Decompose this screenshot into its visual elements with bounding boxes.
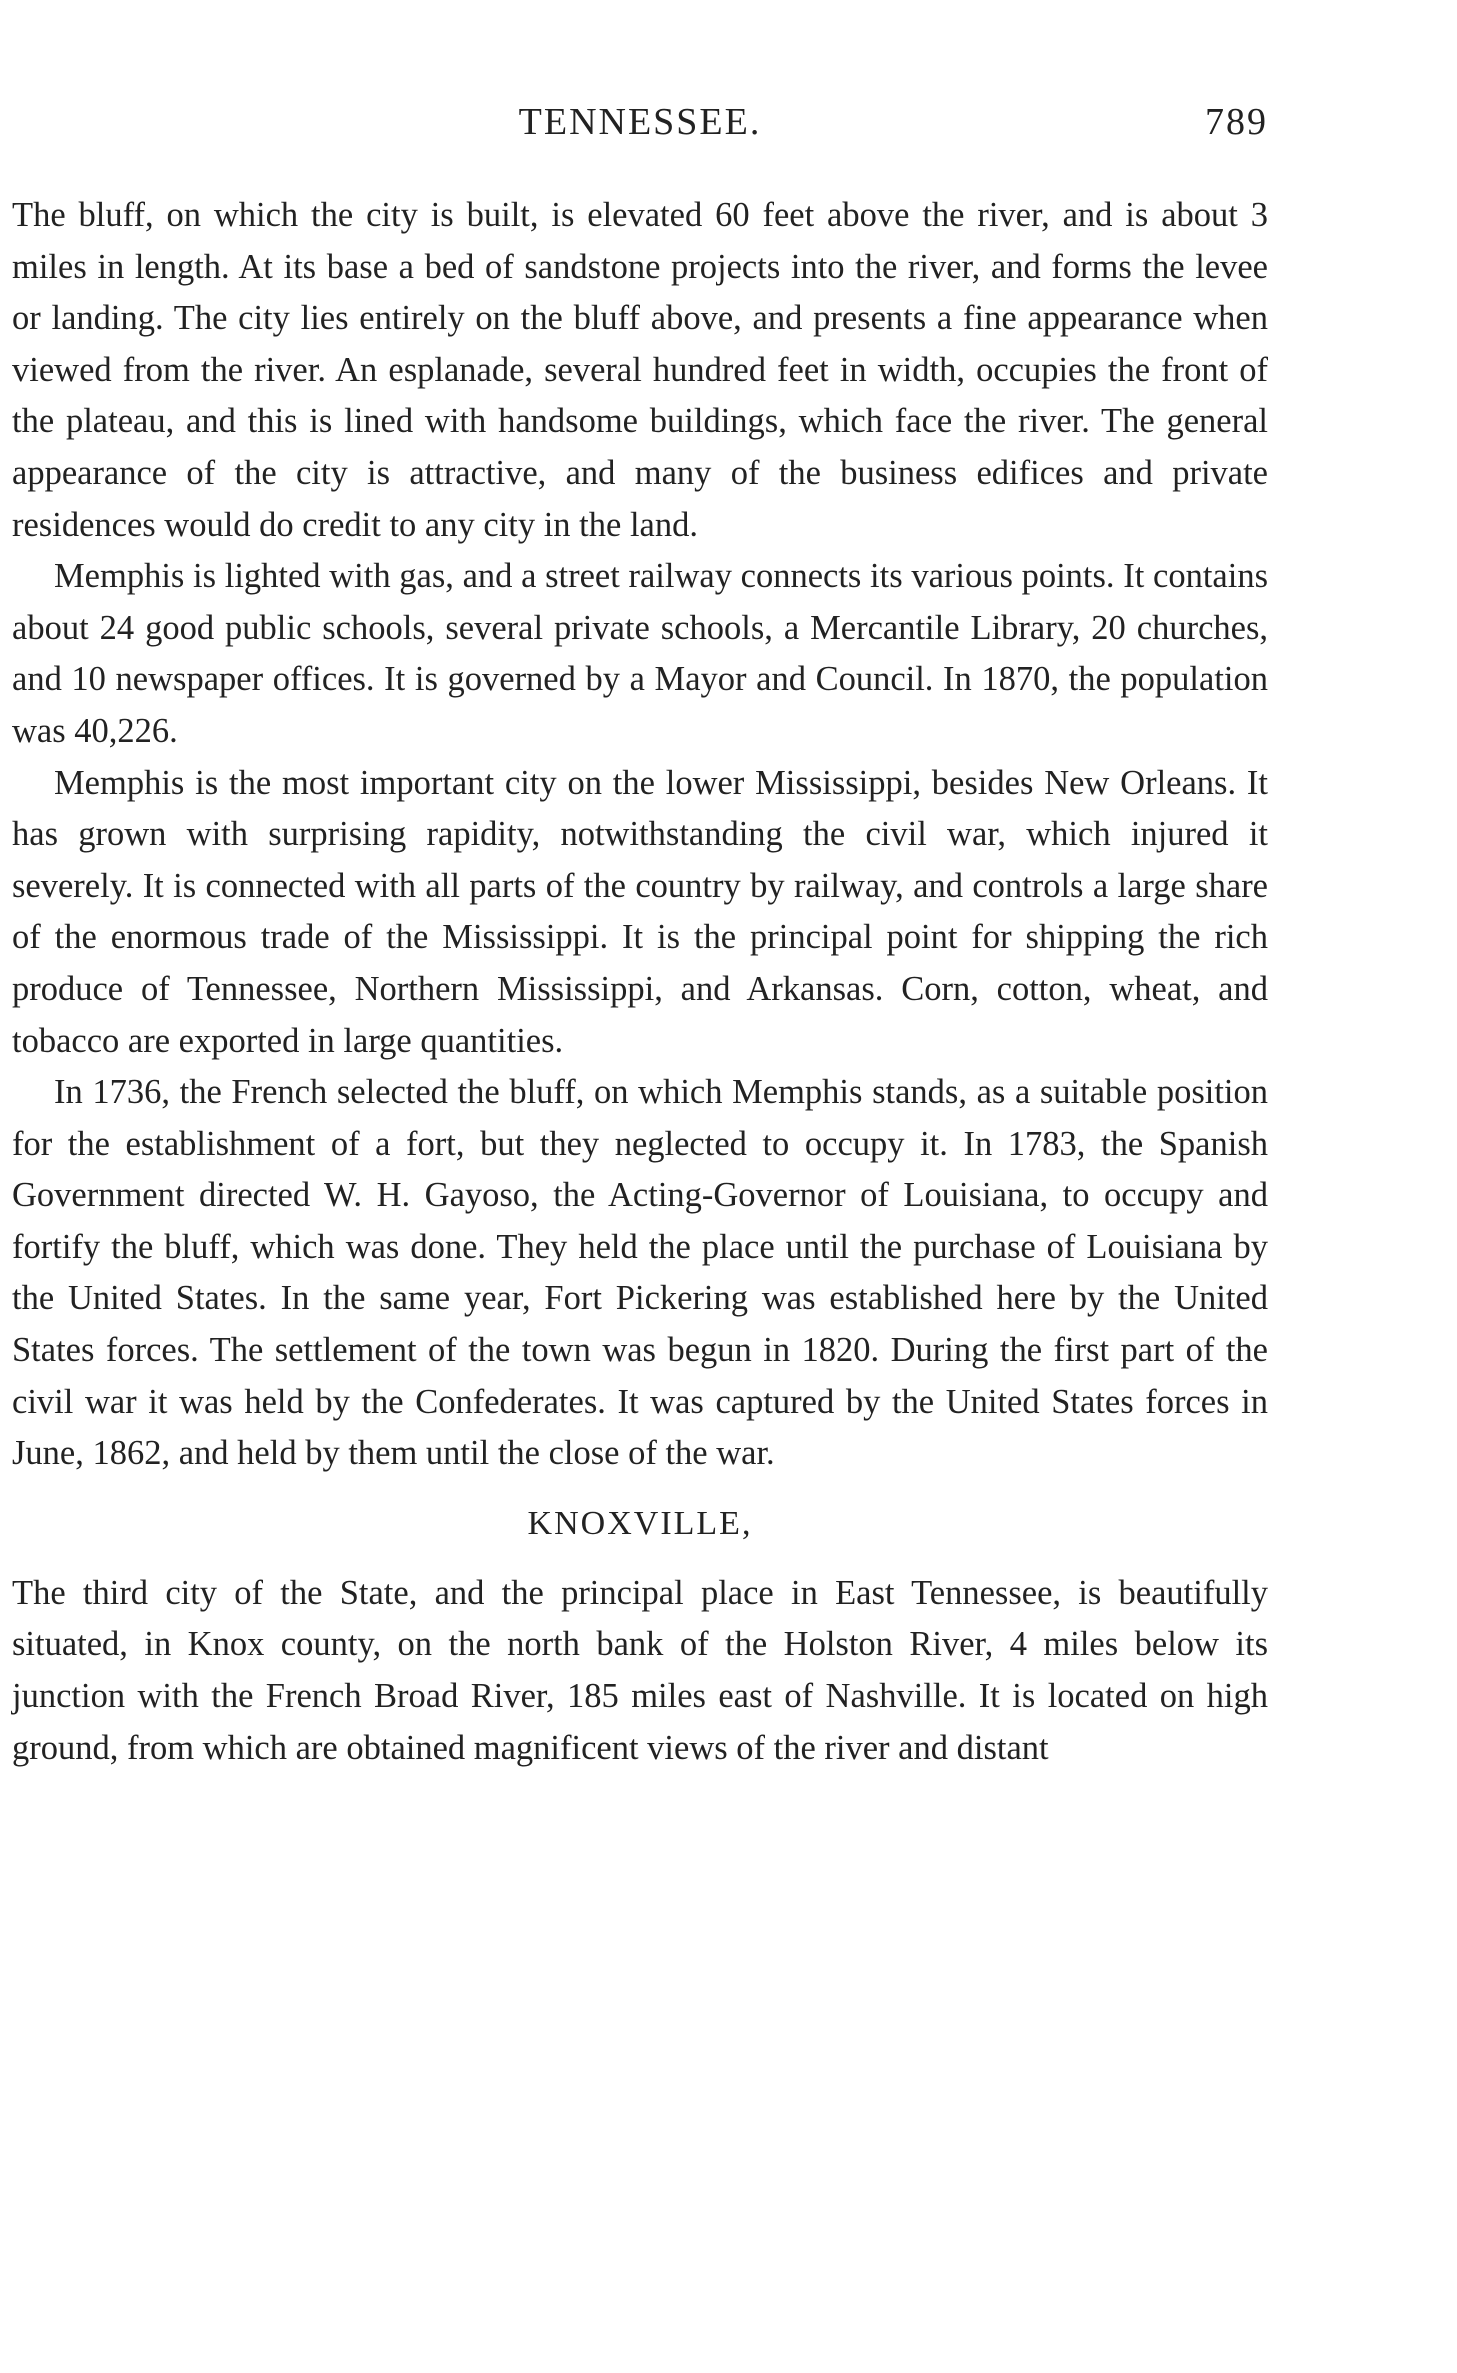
paragraph-importance: Memphis is the most important city on the lower Mississippi, besides New Orleans. It has grown with surprising rapidity, notwithstanding the civil war, which injured it severely. It is connected with all parts of the country by railway, and controls a large share of the enormous trade of the Mississippi. It is the principal point for shipping the rich produce of Tennessee, Northern Mississippi, and Arkansas. Corn, cotton, wheat, and tobacco are exported in large quantities. bbox=[12, 763, 1268, 1060]
book-page bbox=[12, 100, 1268, 1774]
running-head bbox=[12, 100, 1268, 160]
running-title: TENNESSEE. bbox=[518, 101, 762, 143]
paragraph-lighting: Memphis is lighted with gas, and a street railway connects its various points. It contains about 24 good public schools, several private schools, a Mercantile Library, 20 churches, and 10 newspaper offices. It is governed by a Mayor and Council. In 1870, the population was 40,226. bbox=[12, 557, 1268, 750]
paragraph-bluff: The bluff, on which the city is built, is elevated 60 feet above the river, and is about 3 miles in length. At its base a bed of sandstone projects into the river, and forms the levee or landing. The city lies entirely on the bluff above, and presents a fine appearance when viewed from the river. An esplanade, several hundred feet in width, occupies the front of the plateau, and this is lined with handsome buildings, which face the river. The general appearance of the city is attractive, and many of the business edifices and private residences would do credit to any city in the land. bbox=[12, 196, 1268, 544]
body-text bbox=[12, 190, 1268, 1774]
page-number: 789 bbox=[1205, 101, 1268, 143]
paragraph-knoxville: The third city of the State, and the principal place in East Tennessee, is beautifully situated, in Knox county, on the north bank of the Holston River, 4 miles below its junction with the French Broad River, 185 miles east of Nashville. It is located on high ground, from which are obtained magnificent views of the river and distant bbox=[12, 1573, 1268, 1767]
section-heading-knoxville: KNOXVILLE, bbox=[527, 1504, 753, 1542]
paragraph-history: In 1736, the French selected the bluff, on which Memphis stands, as a suitable position for the establishment of a fort, but they neglected to occupy it. In 1783, the Spanish Government directed W. H. Gayoso, the Acting-Governor of Louisiana, to occupy and fortify the bluff, which was done. They held the place until the purchase of Louisiana by the United States. In the same year, Fort Pickering was established here by the United States forces. The settlement of the town was begun in 1820. During the first part of the civil war it was held by the Confederates. It was captured by the United States forces in June, 1862, and held by them until the close of the war. bbox=[12, 1073, 1268, 1473]
